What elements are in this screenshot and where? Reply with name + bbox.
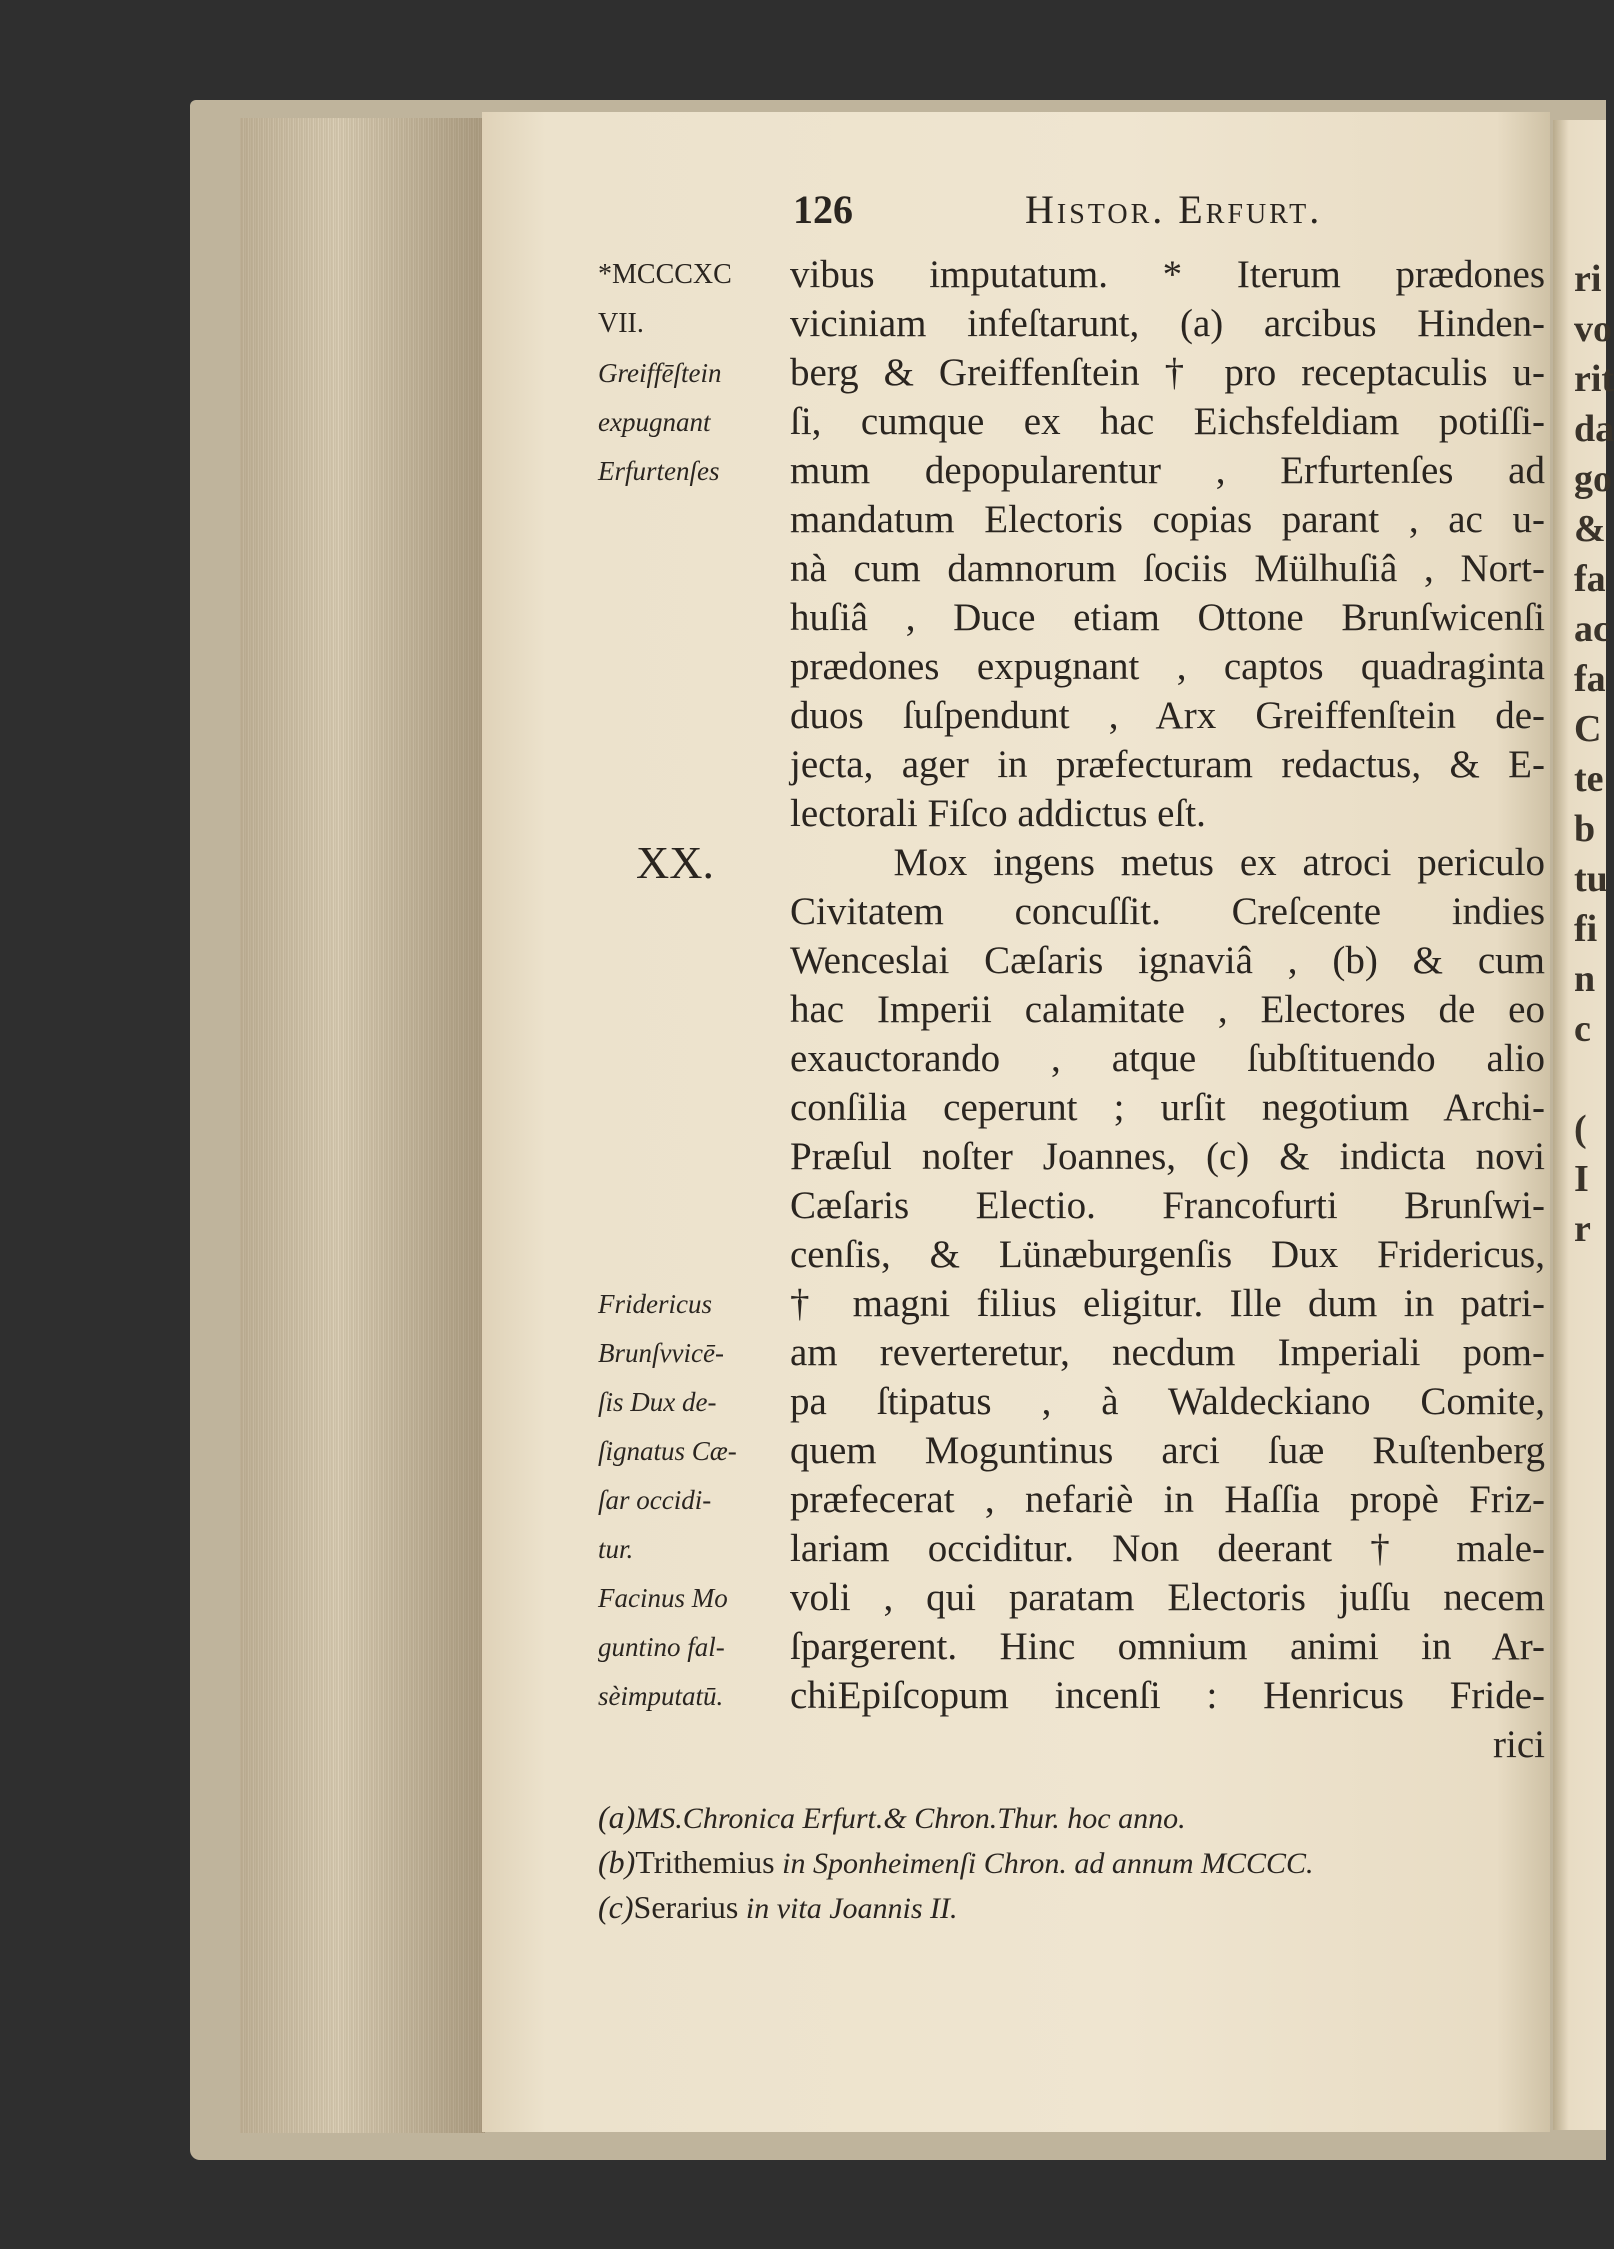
body-line: conſilia ceperunt ; urſit negotium Archi- — [790, 1086, 1545, 1129]
facing-page-fragment: ( — [1574, 1108, 1587, 1150]
page-edges-shade — [240, 118, 485, 2133]
facing-page-fragment: c — [1574, 1008, 1591, 1050]
body-line: rici — [1493, 1723, 1545, 1766]
facing-page-fragment: vo — [1574, 308, 1612, 350]
body-line: pa ſtipatus , à Waldeckiano Comite, — [790, 1380, 1545, 1423]
footnote — [598, 1795, 1186, 1841]
facing-page-fragment: C — [1574, 708, 1602, 750]
footnote-text: in Sponheimenſi Chron. ad annum MCCCC. — [774, 1847, 1314, 1880]
body-line: hac Imperii calamitate , Electores de eo — [790, 988, 1545, 1031]
margin-note: tur. — [598, 1534, 634, 1564]
margin-note: Fridericus — [598, 1289, 712, 1319]
body-line: vibus imputatum. * Iterum prædones — [790, 253, 1545, 296]
body-line: am reverteretur, necdum Imperiali pom- — [790, 1331, 1545, 1374]
body-line: viciniam infeſtarunt, (a) arcibus Hinden- — [790, 302, 1545, 345]
footnote-text: MS.Chronica Erfurt.& Chron.Thur. hoc anno. — [635, 1802, 1186, 1835]
body-line: berg & Greiffenſtein † pro receptaculis u- — [790, 351, 1545, 394]
margin-note: ſar occidi- — [598, 1485, 712, 1515]
margin-note: ſis Dux de- — [598, 1387, 717, 1417]
margin-note: sèimputatū. — [598, 1681, 724, 1711]
facing-page-fragment: I — [1574, 1158, 1589, 1200]
body-line: ſpargerent. Hinc omnium animi in Ar- — [790, 1625, 1545, 1668]
footnote-mark: (c) — [598, 1889, 634, 1925]
page-number: 126 — [793, 187, 853, 232]
margin-note: *MCCCXC — [598, 259, 732, 290]
margin-note: Greiffēſtein — [598, 358, 722, 388]
facing-page-fragment: da — [1574, 408, 1614, 450]
margin-note: Erfurtenſes — [598, 456, 720, 486]
margin-note: Brunſvvicē- — [598, 1338, 724, 1368]
body-line: jecta, ager in præfecturam redactus, & E- — [790, 743, 1545, 786]
body-line: Cæſaris Electio. Francofurti Brunſwi- — [790, 1184, 1545, 1227]
footnote-mark: (a) — [598, 1799, 636, 1835]
footnote — [598, 1885, 958, 1931]
footnote-text: in vita Joannis II. — [738, 1892, 958, 1925]
body-line: exauctorando , atque ſubſtituendo alio — [790, 1037, 1545, 1080]
body-line: cenſis, & Lünæburgenſis Dux Fridericus, — [790, 1233, 1545, 1276]
body-line: lectorali Fiſco addictus eſt. — [790, 792, 1206, 835]
body-line: Mox ingens metus ex atroci periculo — [790, 841, 1545, 884]
footnote-mark: (b) — [598, 1844, 636, 1880]
body-line: † magni filius eligitur. Ille dum in patri- — [790, 1282, 1545, 1325]
facing-page-fragment: r — [1574, 1208, 1591, 1250]
body-line: prædones expugnant , captos quadraginta — [790, 645, 1545, 688]
body-line: nà cum damnorum ſociis Mülhuſiâ , Nort- — [790, 547, 1545, 590]
facing-page-fragment: tu — [1574, 858, 1608, 900]
facing-page-fragment: go — [1574, 458, 1612, 500]
margin-note: XX. — [636, 837, 714, 888]
body-line: Civitatem concuſſit. Creſcente indies — [790, 890, 1545, 933]
body-line: lariam occiditur. Non deerant † male- — [790, 1527, 1545, 1570]
body-line: voli , qui paratam Electoris juſſu necem — [790, 1576, 1545, 1619]
margin-note: expugnant — [598, 407, 711, 437]
margin-note: guntino fal- — [598, 1632, 725, 1662]
body-line: Wenceslai Cæſaris ignaviâ , (b) & cum — [790, 939, 1545, 982]
footnote-author: Trithemius — [635, 1844, 775, 1880]
footnote — [598, 1840, 1314, 1886]
body-line: quem Moguntinus arci ſuæ Ruſtenberg — [790, 1429, 1545, 1472]
body-line: mum depopularentur , Erfurtenſes ad — [790, 449, 1545, 492]
body-line: Præſul noſter Joannes, (c) & indicta novi — [790, 1135, 1545, 1178]
facing-page-fragment: n — [1574, 958, 1596, 1000]
facing-page-fragment: fa — [1574, 558, 1606, 600]
facing-page-fragment: ac — [1574, 608, 1610, 650]
running-title: Histor. Erfurt. — [1025, 187, 1323, 232]
margin-note: VII. — [598, 308, 644, 339]
body-line: chiEpiſcopum incenſi : Henricus Fride- — [790, 1674, 1545, 1717]
facing-page-fragment: fa — [1574, 658, 1606, 700]
facing-page-fragment: rit — [1574, 358, 1614, 400]
facing-page-fragment: te — [1574, 758, 1604, 800]
body-line: mandatum Electoris copias parant , ac u- — [790, 498, 1545, 541]
body-line: duos ſuſpendunt , Arx Greiffenſtein de- — [790, 694, 1545, 737]
facing-page-fragment: & — [1574, 508, 1606, 550]
margin-note: Facinus Mo — [598, 1583, 728, 1613]
facing-page-fragment: ri — [1574, 258, 1602, 300]
body-line: huſiâ , Duce etiam Ottone Brunſwicenſi — [790, 596, 1545, 639]
margin-note: ſignatus Cæ- — [598, 1436, 737, 1466]
body-line: præfecerat , nefariè in Haſſia propè Friz- — [790, 1478, 1545, 1521]
footnote-author: Serarius — [633, 1889, 739, 1925]
body-line: ſi, cumque ex hac Eichsfeldiam potiſſi- — [790, 400, 1545, 443]
facing-page-fragment: b — [1574, 808, 1596, 850]
facing-page-fragment: fi — [1574, 908, 1598, 950]
